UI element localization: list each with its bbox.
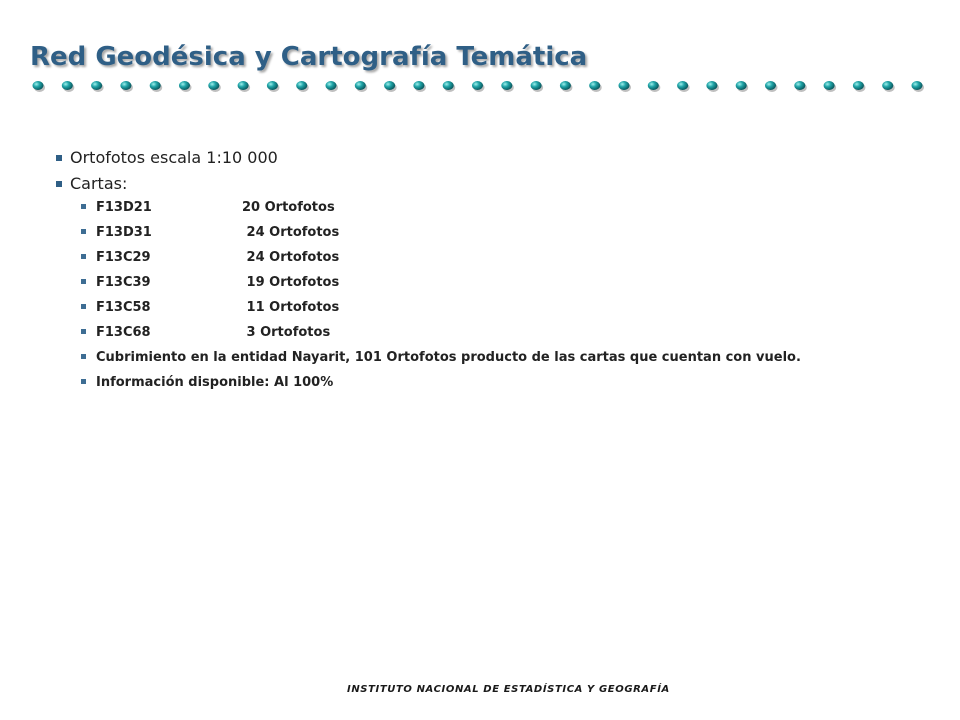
carta-item	[56, 225, 936, 250]
list-item-text: Cartas:	[70, 174, 128, 193]
carta-code: F13C58	[96, 300, 151, 315]
carta-count: 3 Ortofotos	[242, 325, 331, 340]
square-bullet-icon	[81, 279, 86, 284]
inegi-footer-wordmark: INSTITUTO NACIONAL DE ESTADÍSTICA Y GEOGRAFÍA	[347, 684, 670, 695]
decorative-dot	[62, 81, 73, 90]
note-availability	[56, 375, 936, 400]
decorative-dot	[179, 81, 190, 90]
carta-count: 24 Ortofotos	[242, 250, 340, 265]
carta-code: F13D21	[96, 200, 152, 215]
carta-item	[56, 325, 936, 350]
square-bullet-icon	[81, 354, 86, 359]
note-text: Cubrimiento en la entidad Nayarit, 101 Ortofotos producto de las cartas que cuentan con vuelo.	[96, 350, 801, 365]
decorative-dot	[912, 81, 923, 90]
carta-item	[56, 200, 936, 225]
decorative-dot	[619, 81, 630, 90]
square-bullet-icon	[56, 155, 62, 161]
decorative-dot	[413, 81, 424, 90]
decorative-dot	[150, 81, 161, 90]
decorative-dot	[443, 81, 454, 90]
decorative-dot	[824, 81, 835, 90]
decorative-dot	[882, 81, 893, 90]
decorative-dot	[267, 81, 278, 90]
decorative-dot	[326, 81, 337, 90]
decorative-dot	[472, 81, 483, 90]
list-item-text: Ortofotos escala 1:10 000	[70, 148, 278, 167]
decorative-dot	[501, 81, 512, 90]
square-bullet-icon	[81, 254, 86, 259]
square-bullet-icon	[81, 304, 86, 309]
decorative-dot	[296, 81, 307, 90]
decorative-dot	[238, 81, 249, 90]
carta-item	[56, 275, 936, 300]
carta-code: F13C68	[96, 325, 151, 340]
carta-item	[56, 250, 936, 275]
decorative-dot	[384, 81, 395, 90]
note-text: Información disponible: Al 100%	[96, 375, 334, 390]
carta-count: 20 Ortofotos	[242, 200, 335, 215]
carta-code: F13C29	[96, 250, 151, 265]
decorative-dot	[736, 81, 747, 90]
page-title: Red Geodésica y Cartografía Temática	[30, 42, 588, 72]
decorative-dot	[531, 81, 542, 90]
decorative-dot	[120, 81, 131, 90]
carta-code: F13D31	[96, 225, 152, 240]
list-item-ortofotos	[56, 148, 936, 174]
decorative-dot	[648, 81, 659, 90]
square-bullet-icon	[81, 204, 86, 209]
decorative-dot	[91, 81, 102, 90]
decorative-dot	[794, 81, 805, 90]
carta-code: F13C39	[96, 275, 151, 290]
decorative-dot	[677, 81, 688, 90]
carta-count: 24 Ortofotos	[242, 225, 340, 240]
decorative-dot-row	[30, 78, 930, 94]
square-bullet-icon	[56, 181, 62, 187]
square-bullet-icon	[81, 229, 86, 234]
note-coverage	[56, 350, 936, 375]
list-item-cartas	[56, 174, 936, 200]
square-bullet-icon	[81, 329, 86, 334]
decorative-dot	[765, 81, 776, 90]
content-list	[56, 148, 936, 400]
carta-count: 19 Ortofotos	[242, 275, 340, 290]
carta-count: 11 Ortofotos	[242, 300, 340, 315]
decorative-dot	[208, 81, 219, 90]
decorative-dot	[355, 81, 366, 90]
decorative-dot	[33, 81, 44, 90]
decorative-dot	[853, 81, 864, 90]
decorative-dot	[560, 81, 571, 90]
carta-item	[56, 300, 936, 325]
decorative-dot	[589, 81, 600, 90]
square-bullet-icon	[81, 379, 86, 384]
decorative-dot	[706, 81, 717, 90]
